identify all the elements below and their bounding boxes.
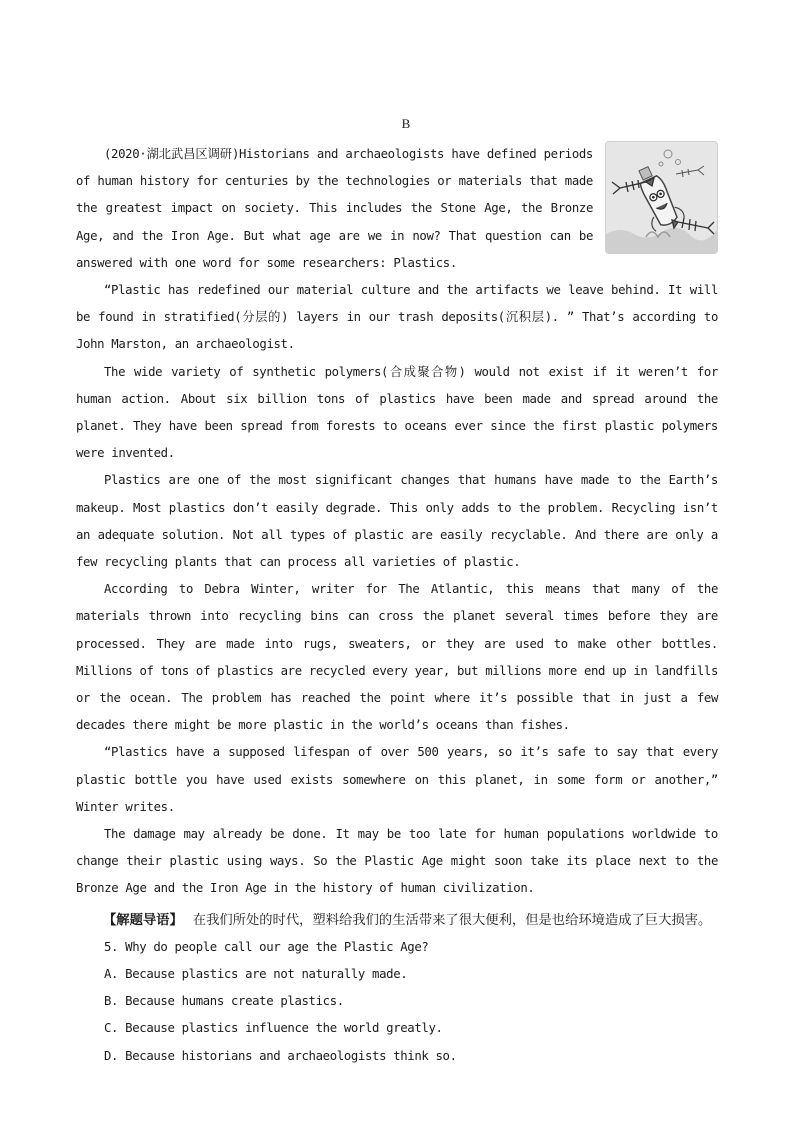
source-label: (2020·湖北武昌区调研) [104,147,240,161]
passage-paragraph: The wide variety of synthetic polymers(合成聚合物) would not exist if it weren’t for human action. About six billion tons of plastics have been made and spread around the planet. They have been spread from forests to oceans ever since the first plastic polymers were invented. [76,364,718,461]
section-label: B [401,116,411,131]
answer-option-b: B. Because humans create plastics. [104,994,344,1009]
passage-paragraph: According to Debra Winter, writer for The Atlantic, this means that many of the materials thrown into recycling bins can cross the planet several times before they are processed. They are made into rugs, sweaters, or they are used to make other bottles. Millions of tons of plastics are recycled every year, but millions more end up in landfills or the ocean. The problem has reached the point where it’s possible that in just a few decades there might be more plastic in the world’s oceans than fishes. [76,582,718,733]
passage-paragraph: “Plastics have a supposed lifespan of over 500 years, so it’s safe to say that every plastic bottle you have used exists somewhere on this planet, in some form or another,” Winter writes. [76,745,718,814]
paragraph-text: Historians and archaeologists have defined periods of human history for centuries by the technologies or materials that made the greatest impact on society. This includes the Stone Age, the Bronze Age, and the Iron Age. But what age are we in now? That question can be answered with one word for some researchers: Plastics. [76,147,593,270]
answer-option-d: D. Because historians and archaeologists think so. [104,1048,457,1063]
guide-text: 在我们所处的时代，塑料给我们的生活带来了很大便利，但是也给环境造成了巨大损害。 [192,912,712,928]
reading-passage [76,141,718,1070]
solution-guide [76,907,718,934]
passage-paragraph: Plastics are one of the most significant changes that humans have made to the Earth’s makeup. Most plastics don’t easily degrade. This only adds to the problem. Recycling isn’t an adequate solution. Not all types of plastic are easily recyclable. And there are only a few recycling plants that can process all varieties of plastic. [76,473,718,570]
fish-skeleton-bottle-icon [606,142,717,253]
answer-option-c: C. Because plastics influence the world greatly. [104,1021,443,1036]
passage-paragraph: The damage may already be done. It may be too late for human populations worldwide to change their plastic using ways. So the Plastic Age might soon take its place next to the Bronze Age and the Iron Age in the history of human civilization. [76,827,718,896]
guide-tag: 【解题导语】 [103,912,183,928]
question-stem: 5. Why do people call our age the Plastic Age? [104,939,429,954]
passage-paragraph: “Plastic has redefined our material culture and the artifacts we leave behind. It will be found in stratified(分层的) layers in our trash deposits(沉积层). ” That’s according to John Marston, an archaeologist. [76,283,718,352]
plastic-pollution-illustration [605,141,718,254]
answer-option-a: A. Because plastics are not naturally made. [104,966,408,981]
